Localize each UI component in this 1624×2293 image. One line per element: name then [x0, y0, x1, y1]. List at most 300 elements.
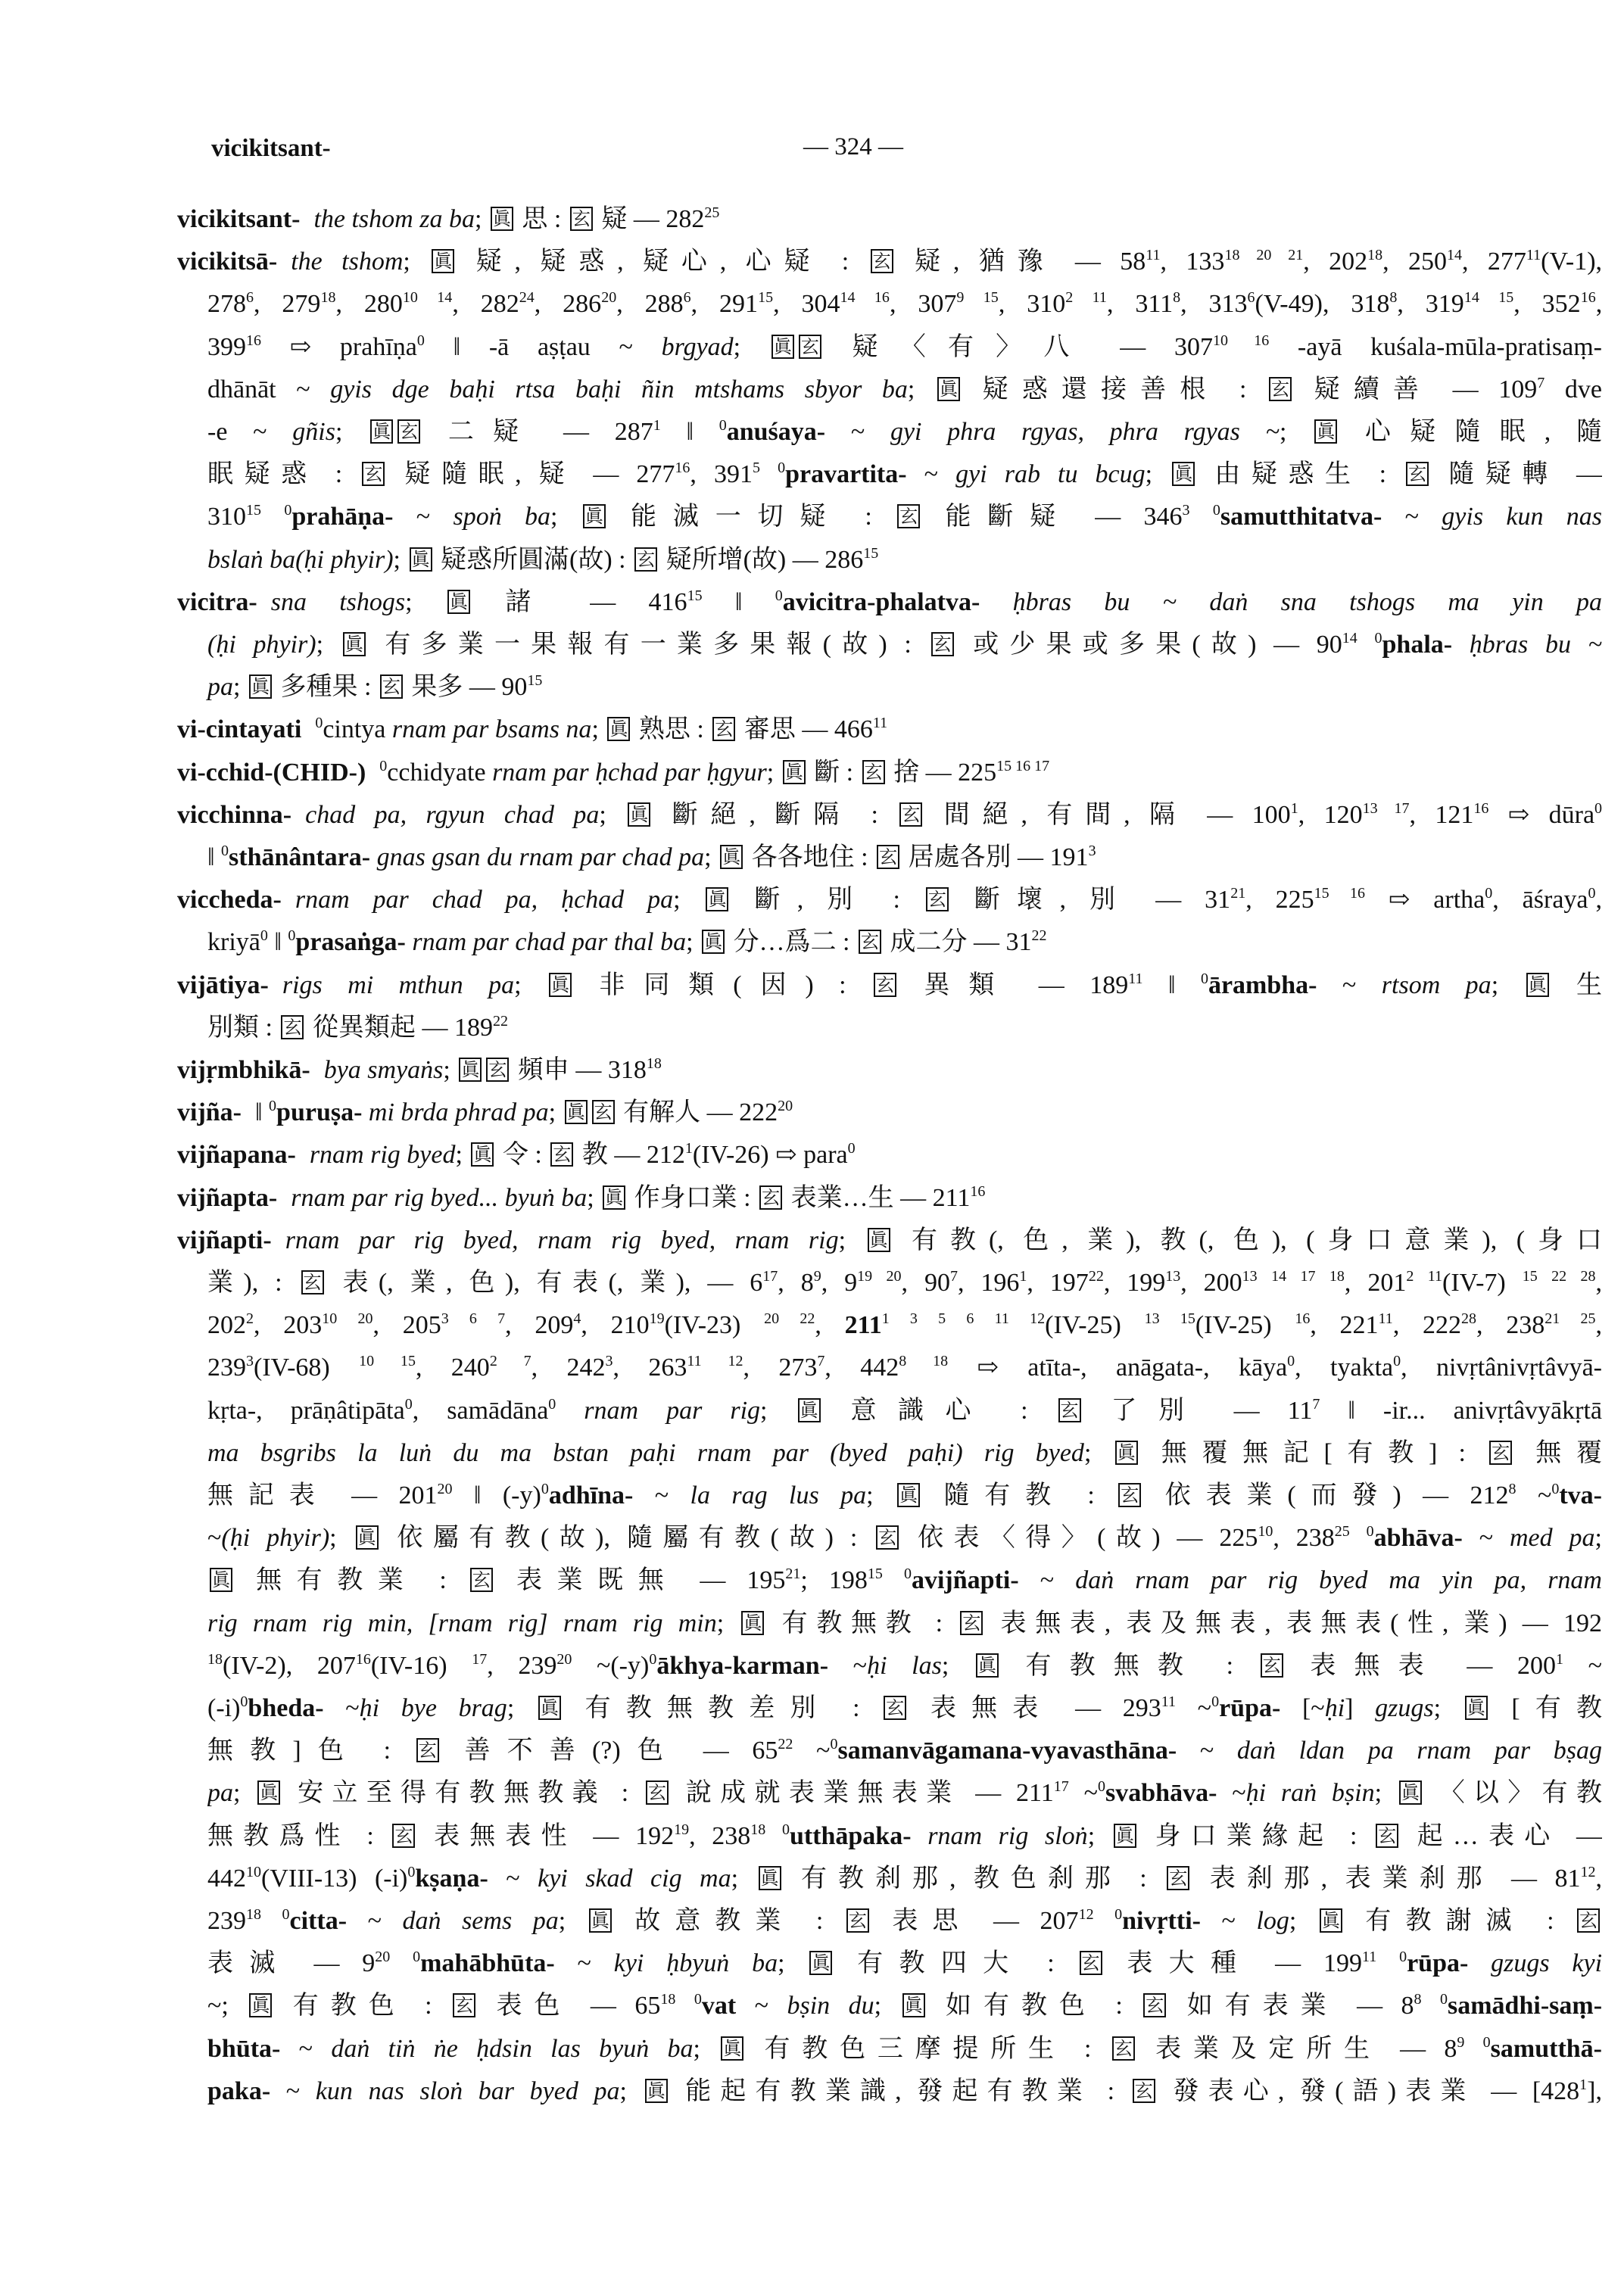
- text: (IV-68): [254, 1354, 360, 1382]
- tibetan-text: rnam rig byed: [309, 1141, 456, 1170]
- text: 捨 — 225: [887, 758, 997, 787]
- text: ;: [599, 800, 626, 829]
- text: [~: [1280, 1694, 1325, 1722]
- text: 有教無教 :: [1000, 1651, 1258, 1680]
- reference-superscript: 9 15: [956, 289, 999, 307]
- text: 居處各別 — 191: [902, 843, 1089, 871]
- text: 斷, 別 :: [731, 886, 924, 914]
- text: 從異類起 — 189: [306, 1013, 493, 1042]
- entry-line: [207, 1432, 1602, 1475]
- reference-superscript: 15: [758, 289, 774, 307]
- text: , 391: [690, 460, 753, 489]
- text: 發表心, 發(語)表業 — [428: [1157, 2076, 1580, 2105]
- reference-superscript: 18: [750, 1821, 766, 1838]
- entry-line: [207, 1475, 1602, 1517]
- text: 或少果或多果(故) — 90: [955, 631, 1342, 659]
- text: ,: [1595, 290, 1602, 319]
- reference-superscript: 6: [1247, 289, 1255, 307]
- text: ;: [443, 1056, 457, 1084]
- text: , 250: [1382, 248, 1447, 276]
- text: ~: [1177, 1737, 1237, 1765]
- entry-line: [177, 1177, 1602, 1220]
- tibetan-text: gnas gsan du rnam par chad pa: [370, 843, 705, 871]
- translator-box-label: 玄: [712, 717, 735, 741]
- text: , 239: [487, 1651, 557, 1680]
- translator-box-label: 眞: [809, 1951, 832, 1975]
- text: 依屬有教(故), 隨屬有教(故) :: [380, 1524, 874, 1553]
- tibetan-text: pa: [207, 1779, 233, 1808]
- text: , 263: [613, 1354, 687, 1382]
- sub-headword: utthāpaka-: [789, 1821, 912, 1850]
- translator-box-label: 玄: [1143, 1993, 1166, 2017]
- reference-superscript: 0: [1211, 1693, 1220, 1710]
- text: , 280: [335, 290, 403, 319]
- reference-superscript: 14: [1342, 630, 1357, 646]
- headword: vijñapta-: [177, 1183, 278, 1212]
- translator-box-label: 眞: [447, 590, 470, 614]
- entry-line: [177, 1049, 1602, 1092]
- headword: vicitra-: [177, 587, 257, 616]
- text: 起…表心 —: [1401, 1821, 1602, 1850]
- text: , 200: [1180, 1269, 1242, 1297]
- entry-line: [207, 1007, 1602, 1049]
- text: ;: [455, 1141, 469, 1170]
- sub-headword: 211: [844, 1311, 882, 1340]
- text: 斷 :: [807, 758, 860, 787]
- reference-superscript: 0: [548, 1395, 556, 1413]
- reference-superscript: 1: [684, 1140, 693, 1157]
- sub-headword: tva-: [1559, 1481, 1602, 1509]
- text: [261, 1907, 282, 1935]
- tibetan-text: daṅ rnam par rig byed ma yin pa, rnam: [1075, 1566, 1602, 1595]
- reference-superscript: 16: [1580, 289, 1596, 307]
- text: 隨有教 :: [921, 1481, 1117, 1509]
- reference-superscript: 6: [246, 289, 254, 307]
- text: , 291: [690, 290, 759, 319]
- reference-superscript: 18: [246, 1906, 261, 1923]
- text: 成二分 — 31: [884, 928, 1032, 957]
- text: ;: [1280, 418, 1313, 446]
- text: [1350, 1524, 1367, 1552]
- text: 依表〈得〉(故) — 225: [901, 1524, 1258, 1553]
- text: 278: [207, 290, 246, 319]
- text: , 238: [1273, 1524, 1335, 1553]
- text: 意識心 :: [822, 1396, 1056, 1425]
- tibetan-text: rnam par chad pa, ḥchad pa: [295, 886, 674, 914]
- translator-box-label: 眞: [741, 1611, 764, 1635]
- reference-superscript: 11: [1361, 1949, 1377, 1966]
- text: 無記表 — 201: [207, 1481, 438, 1509]
- translator-box-label: 眞: [410, 547, 432, 572]
- entry-line: [207, 453, 1602, 496]
- text: -ayā kuśala-mūla-pratisaṃ-: [1269, 332, 1602, 361]
- text: ~: [1317, 970, 1382, 999]
- sub-headword: sthānântara-: [229, 843, 371, 871]
- entry-line: [207, 1772, 1602, 1815]
- reference-superscript: 5: [752, 460, 760, 477]
- entry-line: [177, 879, 1602, 921]
- tibetan-text: bṣin du: [787, 1992, 874, 2020]
- entry-line: [207, 921, 1602, 964]
- reference-superscript: 0: [1200, 970, 1208, 987]
- text: ; 198: [800, 1566, 868, 1595]
- text: [1376, 1949, 1399, 1977]
- tibetan-text: rnam par chad par thal ba: [405, 928, 687, 957]
- text: ;: [1087, 1821, 1111, 1850]
- tibetan-text: gñis: [292, 418, 335, 446]
- translator-box-label: 眞: [702, 930, 725, 954]
- text: 310: [207, 503, 246, 531]
- reference-superscript: 0: [847, 1140, 856, 1157]
- text: [1357, 631, 1375, 659]
- text: , tyakta: [1295, 1354, 1394, 1382]
- translator-box-label: 玄: [646, 1781, 669, 1805]
- text: , 197: [1027, 1269, 1089, 1297]
- text: ;: [591, 715, 606, 744]
- text: , 133: [1160, 248, 1225, 276]
- entry-line: [207, 624, 1602, 666]
- reference-superscript: 21: [785, 1566, 801, 1583]
- reference-superscript: 6: [683, 289, 691, 307]
- translator-box-label: 玄: [1406, 462, 1429, 486]
- translator-box-label: 眞: [607, 717, 630, 741]
- text: ~: [1462, 1524, 1510, 1553]
- text: , 221: [1310, 1311, 1379, 1340]
- translator-box-label: 眞: [645, 2079, 668, 2103]
- reference-superscript: 10 14: [402, 289, 453, 307]
- text: [675, 1992, 694, 2020]
- text: 審思 — 466: [737, 715, 873, 744]
- translator-box-label: 玄: [859, 930, 881, 954]
- reference-superscript: 0: [1594, 799, 1602, 817]
- reference-superscript: 2 11: [1406, 1268, 1443, 1285]
- tibetan-text: rnam par rig: [556, 1396, 761, 1425]
- reference-superscript: 3: [605, 1353, 613, 1370]
- reference-superscript: 20: [601, 289, 617, 307]
- translator-box-label: 眞: [771, 335, 794, 359]
- text: 能斷疑 — 346: [922, 503, 1183, 531]
- reference-superscript: 19: [649, 1310, 665, 1328]
- text: [883, 1566, 904, 1594]
- translator-box-label: 眞: [759, 1866, 781, 1890]
- reference-superscript: 8: [1173, 289, 1181, 307]
- text: 有多業一果報有一業多果報(故) :: [367, 631, 929, 659]
- text: , 319: [1397, 290, 1464, 319]
- tibetan-text: daṅ sems pa: [402, 1907, 559, 1935]
- sub-headword: adhīna-: [548, 1481, 634, 1509]
- text: ;: [1374, 1779, 1397, 1808]
- reference-superscript: 21: [1230, 885, 1246, 902]
- tibetan-text: daṅ tiṅ ṅe ḥdsin las byuṅ ba: [331, 2034, 694, 2063]
- text: , 121: [1409, 800, 1474, 829]
- text: (IV-25): [1045, 1311, 1145, 1340]
- translator-box-label: 玄: [1269, 377, 1292, 401]
- reference-superscript: 8: [1414, 1991, 1422, 2008]
- tibetan-text: kyi ḥbyuṅ ba: [613, 1949, 778, 1978]
- reference-superscript: 1: [653, 417, 661, 434]
- entry-line: [207, 369, 1602, 411]
- text: 表(, 業, 色), 有表(, 業), — 6: [326, 1269, 763, 1297]
- translator-box-label: 玄: [960, 1611, 983, 1635]
- translator-box-label: 玄: [362, 462, 385, 486]
- text: , 307: [889, 290, 957, 319]
- reference-superscript: 11: [1128, 970, 1143, 987]
- reference-superscript: 3: [1088, 843, 1096, 859]
- tibetan-text: ḥbras bu ~: [1452, 631, 1602, 659]
- text: , 9: [821, 1269, 858, 1297]
- tibetan-text: ḥi: [1324, 1694, 1345, 1722]
- text: ;: [233, 1779, 256, 1808]
- reference-superscript: 15 16: [1314, 885, 1365, 902]
- reference-superscript: 11: [1146, 247, 1161, 264]
- headword: vijñapti-: [177, 1226, 272, 1254]
- reference-superscript: 25: [704, 204, 720, 221]
- entry-line: [207, 1687, 1602, 1730]
- reference-superscript: 7: [949, 1268, 958, 1285]
- translator-box-label: 玄: [1058, 1398, 1081, 1422]
- reference-superscript: 7: [1537, 374, 1545, 391]
- entry-line: [207, 1304, 1602, 1347]
- text: ;: [686, 928, 700, 957]
- reference-superscript: 16: [970, 1182, 986, 1200]
- text: dhānāt ~: [207, 375, 331, 403]
- text: (IV-25): [1195, 1311, 1295, 1340]
- text: 斷絕, 斷隔 :: [653, 800, 898, 829]
- headword: vijñapana-: [177, 1141, 296, 1170]
- translator-box-label: 眞: [1526, 973, 1549, 997]
- text: 有教謝滅 :: [1344, 1907, 1576, 1935]
- headword: vijña-: [177, 1098, 242, 1127]
- text: kṛta-, prāṇâtipāta: [207, 1396, 405, 1425]
- translator-box-label: 玄: [550, 1142, 573, 1167]
- sub-headword: avicitra-phalatva-: [782, 587, 980, 616]
- tibetan-text: rnam par bsams na: [391, 715, 592, 744]
- translator-box-label: 玄: [1577, 1908, 1600, 1933]
- reference-superscript: 15: [867, 1566, 883, 1583]
- text: ~: [1068, 1779, 1099, 1808]
- text: ;: [619, 2076, 643, 2105]
- text: ;: [1594, 1524, 1602, 1553]
- tibetan-text: med pa: [1510, 1524, 1595, 1553]
- translator-box-label: 眞: [1465, 1696, 1488, 1720]
- reference-superscript: 2 11: [1065, 289, 1107, 307]
- text: ⇨ artha: [1365, 886, 1485, 914]
- reference-superscript: 21 25: [1545, 1310, 1596, 1328]
- text: (IV-26) ⇨ para: [692, 1141, 848, 1170]
- page-number: — 324 —: [803, 133, 903, 160]
- reference-superscript: 20: [556, 1650, 572, 1668]
- reference-superscript: 16: [1295, 1310, 1311, 1328]
- text: , 279: [254, 290, 321, 319]
- text: ;: [507, 1694, 536, 1722]
- text: [261, 503, 284, 531]
- text: ;: [866, 1481, 895, 1509]
- tibetan-text: ḥi raṅ bṣin: [1245, 1779, 1375, 1808]
- reference-superscript: 0: [315, 715, 323, 732]
- text: ~: [1018, 1566, 1076, 1595]
- text: ;: [587, 1183, 601, 1212]
- text: [1464, 2035, 1482, 2063]
- text: 無覆: [1514, 1438, 1602, 1467]
- text: , 202: [1303, 248, 1368, 276]
- text: , 209: [505, 1311, 574, 1340]
- sub-headword: anuśaya-: [726, 418, 826, 446]
- text: ;: [1145, 460, 1170, 489]
- text: , 273: [743, 1354, 818, 1382]
- reference-superscript: 0: [718, 417, 727, 434]
- reference-superscript: 20: [437, 1481, 453, 1497]
- reference-superscript: 11 12: [687, 1353, 743, 1370]
- text: , 205: [372, 1311, 441, 1340]
- tibetan-text: rnam par rig byed, rnam rig byed, rnam rig: [285, 1226, 839, 1254]
- translator-box-label: 眞: [603, 1185, 625, 1210]
- tibetan-text: (ḥi phyir): [221, 1524, 330, 1553]
- reference-superscript: 0: [260, 927, 268, 945]
- text: 無有教業 :: [235, 1566, 468, 1595]
- translator-box-label: 眞: [1114, 1824, 1136, 1848]
- translator-box-label: 玄: [592, 1100, 615, 1124]
- text: ~: [280, 2034, 332, 2063]
- reference-superscript: 16: [675, 460, 690, 477]
- text: 無覆無記[有教] :: [1139, 1438, 1488, 1467]
- text: ;: [874, 1992, 900, 2020]
- reference-superscript: 9: [813, 1268, 821, 1285]
- translator-box-label: 眞: [249, 1993, 272, 2017]
- text: ‖: [660, 418, 719, 446]
- reference-superscript: 0: [1399, 1949, 1407, 1966]
- text: 二疑 — 287: [422, 418, 653, 446]
- entry-line: [207, 1603, 1602, 1645]
- text: [760, 460, 778, 488]
- text: 疑, 疑惑, 疑心, 心疑 :: [457, 248, 868, 276]
- reference-superscript: 0: [1287, 1353, 1295, 1370]
- text: [1094, 1907, 1115, 1935]
- text: (IV-23): [664, 1311, 765, 1340]
- tibetan-text: bslaṅ ba(ḥi phyir): [207, 545, 394, 574]
- text: , 282: [452, 290, 519, 319]
- translator-box-label: 眞: [706, 887, 728, 911]
- reference-superscript: 13: [1165, 1268, 1181, 1285]
- text: ‖ -ir... anivṛtâvyākṛtā: [1320, 1396, 1602, 1425]
- reference-superscript: 2 7: [489, 1353, 531, 1370]
- text: 生: [1551, 970, 1602, 999]
- translator-box-label: 玄: [1112, 2036, 1135, 2061]
- text: 有教刹那, 教色刹那 :: [783, 1864, 1165, 1893]
- tibetan-text: kyi skad cig ma: [538, 1864, 731, 1893]
- reference-superscript: 20 22: [764, 1310, 815, 1328]
- tibetan-text: rnam rig sloṅ: [911, 1821, 1088, 1850]
- translator-box-label: 玄: [416, 1738, 439, 1762]
- reference-superscript: 0: [379, 757, 388, 774]
- tibetan-text: gzugs kyi: [1468, 1949, 1602, 1978]
- text: 表刹那, 表業刹那 — 81: [1192, 1864, 1581, 1893]
- reference-superscript: 0: [413, 1949, 421, 1966]
- translator-box-label: 眞: [370, 419, 393, 444]
- text: ;: [760, 1396, 796, 1425]
- tibetan-text: rigs mi mthun pa: [282, 970, 515, 999]
- entry-line: [207, 1262, 1602, 1304]
- text: ,: [1595, 1269, 1602, 1297]
- text: ;: [1491, 970, 1524, 999]
- text: ,: [1595, 886, 1602, 914]
- entry-line: [177, 1220, 1602, 1262]
- text: ;: [1083, 1438, 1113, 1467]
- translator-box-label: 玄: [759, 1185, 782, 1210]
- text: ~: [1516, 1481, 1552, 1509]
- text: ;: [550, 503, 581, 531]
- reference-superscript: 2: [246, 1310, 254, 1328]
- tibetan-text: mi brda phrad pa: [362, 1098, 549, 1127]
- headword: vi-cintayati: [177, 715, 302, 744]
- text: 442: [207, 1864, 246, 1893]
- reference-superscript: 0: [1393, 1353, 1401, 1370]
- text: [765, 1822, 782, 1850]
- text: ;: [474, 205, 488, 233]
- translator-box-label: 玄: [799, 335, 821, 359]
- text: , 222: [1392, 1311, 1462, 1340]
- text: ‖: [702, 587, 775, 616]
- entry-line: [177, 241, 1602, 283]
- text: 疑所增(故) — 286: [659, 545, 864, 574]
- text: -e ~: [207, 418, 293, 446]
- text: ;: [405, 587, 445, 616]
- sub-headword: ārambha-: [1208, 970, 1317, 999]
- reference-superscript: 13 15: [1144, 1310, 1195, 1328]
- text: 疑續善 — 109: [1294, 375, 1538, 403]
- text: , 310: [998, 290, 1066, 319]
- text: , 225: [1245, 886, 1314, 914]
- text: , 199: [1103, 1269, 1166, 1297]
- tibetan-text: daṅ ldan pa rnam par bṣag: [1236, 1737, 1602, 1765]
- text: 疑隨眠, 疑 — 277: [387, 460, 675, 489]
- reference-superscript: 15: [863, 544, 879, 562]
- translator-box-label: 玄: [453, 1993, 475, 2017]
- tibetan-text: ma bsgribs la luṅ du ma bstan paḥi rnam par (byed paḥi) rig byed: [207, 1438, 1084, 1467]
- text: , āśraya: [1492, 886, 1588, 914]
- tibetan-text: gyi rab tu bcug: [955, 460, 1146, 489]
- text: , 120: [1298, 800, 1363, 829]
- translator-box-label: 眞: [628, 802, 650, 827]
- entry-line: [207, 2028, 1602, 2070]
- text: , 286: [534, 290, 602, 319]
- text: 疑惑所圓滿(故) :: [434, 545, 633, 574]
- translator-box-label: 玄: [486, 1058, 509, 1082]
- text: (VIII-13) (-i): [261, 1864, 408, 1893]
- text: ;: [778, 1949, 808, 1978]
- reference-superscript: 11: [872, 715, 888, 732]
- reference-superscript: 0: [288, 927, 296, 945]
- sub-headword: vat: [701, 1992, 737, 2020]
- translator-box-label: 玄: [926, 887, 949, 911]
- reference-superscript: 14 15: [1463, 289, 1514, 307]
- text: (IV-16): [370, 1651, 472, 1680]
- reference-superscript: 0: [1588, 885, 1596, 902]
- reference-superscript: 16: [355, 1650, 371, 1668]
- text: ~: [207, 1524, 222, 1553]
- text: ;: [907, 375, 935, 403]
- translator-box-label: 眞: [798, 1398, 821, 1422]
- translator-box-label: 眞: [549, 973, 572, 997]
- reference-superscript: 3: [246, 1353, 254, 1370]
- text: 表無表 — 293: [909, 1694, 1161, 1722]
- sub-headword: samanvāgamana-vyavasthāna-: [837, 1737, 1177, 1765]
- reference-superscript: 20: [778, 1098, 793, 1115]
- sub-headword: samutthitatva-: [1220, 503, 1382, 531]
- reference-superscript: 10: [246, 1863, 261, 1880]
- translator-box-label: 玄: [884, 1696, 906, 1720]
- text: , 201: [1344, 1269, 1407, 1297]
- reference-superscript: 0: [775, 587, 783, 604]
